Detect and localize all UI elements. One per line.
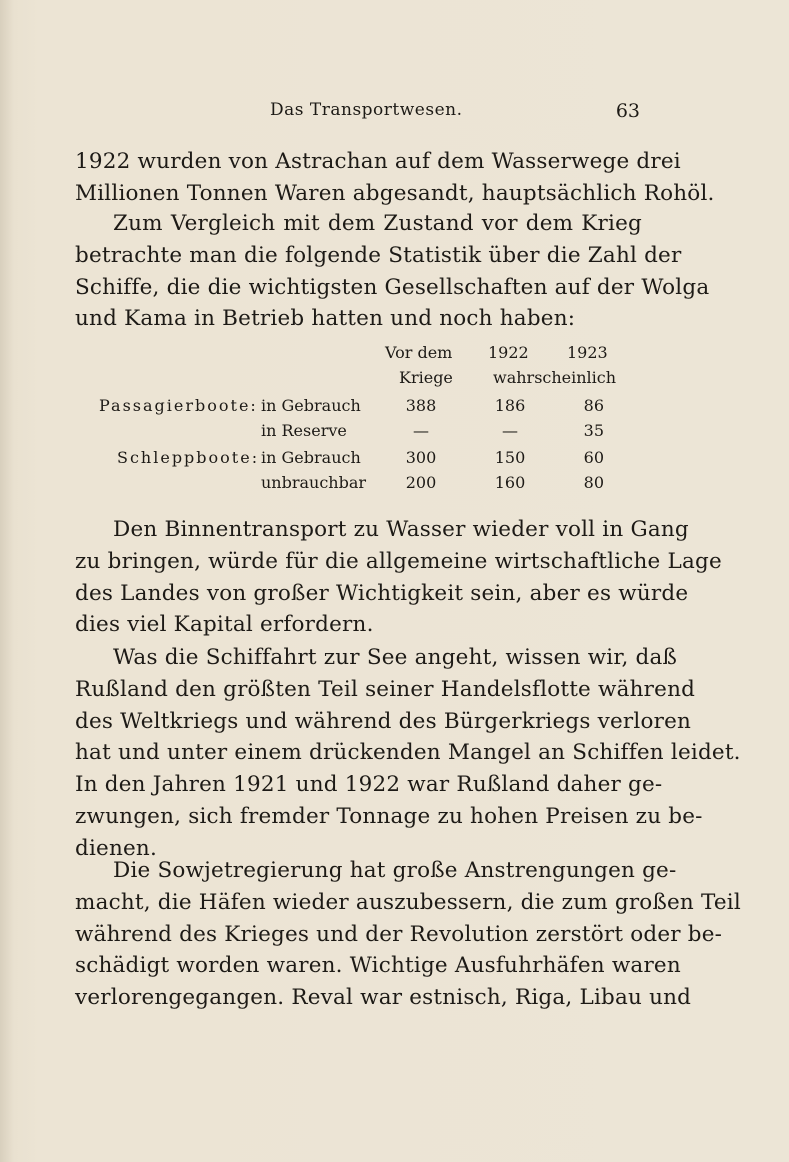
text-line: während des Krieges und der Revolution zerstört oder be-: [75, 921, 723, 947]
row-sublabel: in Gebrauch: [261, 396, 361, 415]
row-group-label: Schleppboote:: [117, 448, 260, 467]
text-line: Die Sowjetregierung hat große Anstrengungen ge-: [113, 858, 677, 883]
running-title: Das Transportwesen.: [270, 100, 463, 120]
table-cell: 160: [494, 473, 526, 492]
text-line: Rußland den größten Teil seiner Handelsflotte während: [75, 676, 696, 702]
text-line: macht, die Häfen wieder auszubessern, die zum großen Teil: [75, 889, 741, 915]
col-header-1922: 1922: [488, 343, 529, 362]
table-cell: 86: [583, 396, 604, 415]
row-group-label: Passagierboote:: [99, 396, 258, 415]
paragraph-astrachan: [75, 146, 715, 210]
text-line: des Weltkriegs und während des Bürgerkriegs verloren: [75, 708, 692, 734]
table-cell: —: [413, 421, 429, 440]
page-number: 63: [615, 100, 640, 122]
col-header-kriege: Kriege: [399, 368, 453, 387]
text-line: verlorengegangen. Reval war estnisch, Riga, Libau und: [75, 985, 692, 1011]
table-cell: 300: [405, 448, 437, 467]
text-line: zwungen, sich fremder Tonnage zu hohen Preisen zu be-: [75, 803, 703, 829]
table-cell: 186: [494, 396, 526, 415]
text-line: schädigt worden waren. Wichtige Ausfuhrhäfen waren: [75, 953, 681, 979]
text-line: 1922 wurden von Astrachan auf dem Wasserwege drei: [75, 149, 681, 174]
paragraph-sowjetregierung: [75, 855, 741, 1014]
row-sublabel: in Reserve: [261, 421, 347, 440]
text-line: Was die Schiffahrt zur See angeht, wissen wir, daß: [113, 645, 678, 670]
row-sublabel: in Gebrauch: [261, 448, 361, 467]
table-cell: 388: [405, 396, 437, 415]
text-line: betrachte man die folgende Statistik über die Zahl der: [75, 242, 682, 268]
col-header-wahrscheinlich: wahrscheinlich: [493, 368, 617, 387]
table-cell: 150: [494, 448, 526, 467]
text-line: dienen.: [75, 835, 158, 861]
page-header: [270, 100, 640, 126]
text-line: Zum Vergleich mit dem Zustand vor dem Krieg: [113, 211, 642, 236]
table-cell: 200: [405, 473, 437, 492]
text-line: des Landes von großer Wichtigkeit sein, aber es würde: [75, 580, 689, 606]
text-line: und Kama in Betrieb hatten und noch haben:: [75, 306, 576, 332]
paragraph-binnentransport: [75, 514, 722, 641]
table-cell: 35: [583, 421, 604, 440]
text-line: dies viel Kapital erfordern.: [75, 612, 374, 638]
text-line: Den Binnentransport zu Wasser wieder voll in Gang: [113, 517, 689, 542]
text-line: hat und unter einem drückenden Mangel an Schiffen leidet.: [75, 740, 741, 766]
table-cell: 60: [583, 448, 604, 467]
paragraph-vergleich: [75, 208, 710, 335]
ship-statistics-table: [75, 342, 642, 494]
text-line: In den Jahren 1921 und 1922 war Rußland daher ge-: [75, 772, 663, 798]
text-line: Millionen Tonnen Waren abgesandt, hauptsächlich Rohöl.: [75, 180, 715, 206]
col-header-vor-dem: Vor dem: [385, 343, 453, 362]
col-header-1923: 1923: [567, 343, 608, 362]
paragraph-schiffahrt: [75, 642, 741, 865]
table-cell: —: [502, 421, 518, 440]
text-line: zu bringen, würde für die allgemeine wirtschaftliche Lage: [75, 548, 722, 574]
table-cell: 80: [583, 473, 604, 492]
text-line: Schiffe, die die wichtigsten Gesellschaften auf der Wolga: [75, 274, 710, 300]
row-sublabel: unbrauchbar: [261, 473, 367, 492]
